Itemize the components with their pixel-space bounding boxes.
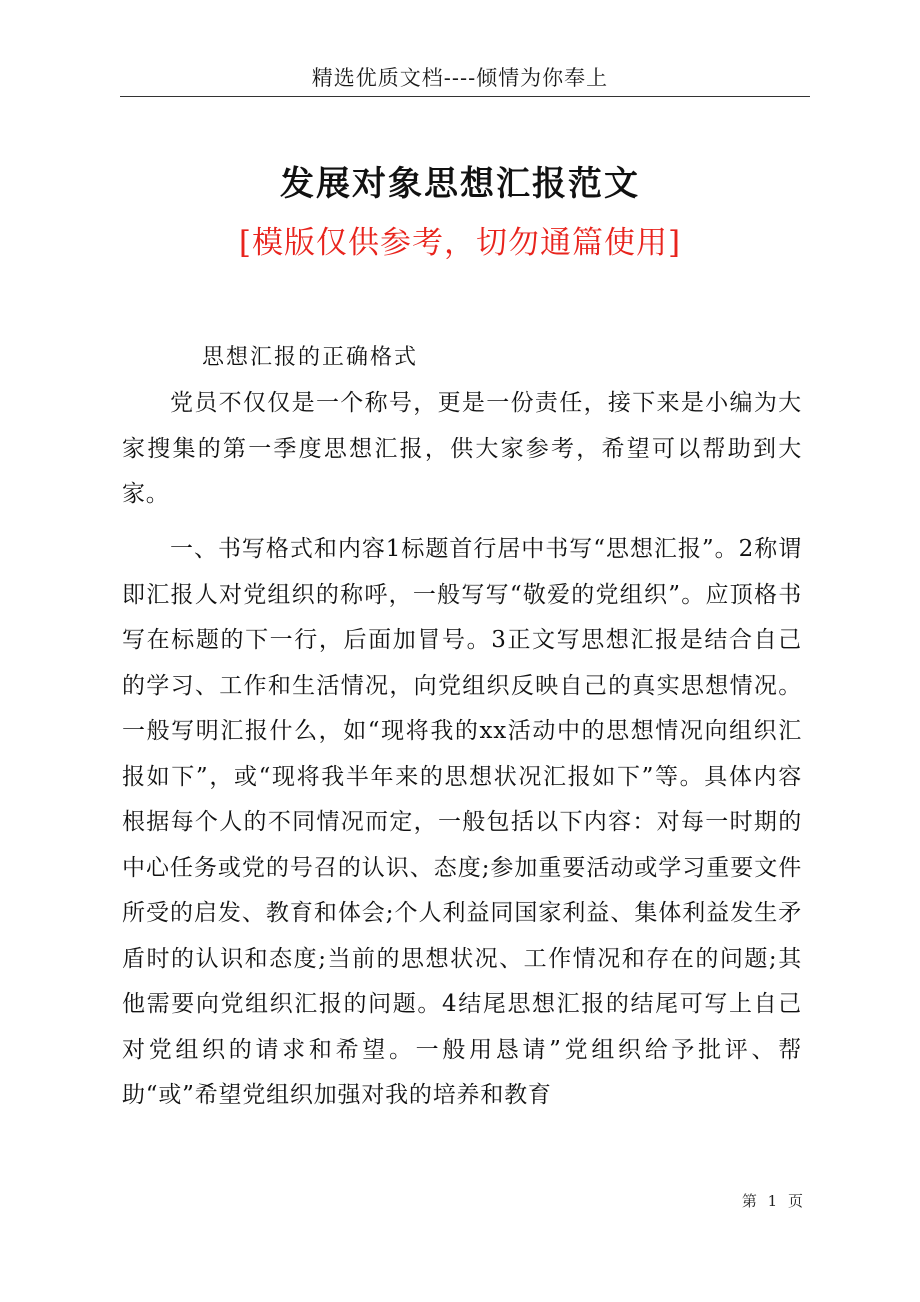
page-header: 精选优质文档----倾情为你奉上: [311, 66, 609, 90]
body-paragraph: 一、书写格式和内容1标题首行居中书写“思想汇报”。2称谓即汇报人对党组织的称呼，一般写写“敬爱的党组织”。应顶格书写在标题的下一行，后面加冒号。3正文写思想汇报是结合自己的学习、工作和生活情况，向党组织反映自己的真实思想情况。一般写明汇报什么，如“现将我的xx活动中的思想情况向组织汇报如下”，或“现将我半年来的思想状况汇报如下”等。具体内容根据每个人的不同情况而定，一般包括以下内容：对每一时期的中心任务或党的号召的认识、态度;参加重要活动或学习重要文件所受的启发、教育和体会;个人利益同国家利益、集体利益发生矛盾时的认识和态度;当前的思想状况、工作情况和存在的问题;其他需要向党组织汇报的问题。4结尾思想汇报的结尾可写上自己对党组织的请求和希望。一般用恳请”党组织给予批评、帮助“或”希望党组织加强对我的培养和教育: [122, 536, 802, 1108]
document-title: 发展对象思想汇报范文: [280, 164, 640, 204]
header-divider: [120, 96, 810, 97]
page-number: 第 1 页: [741, 1192, 806, 1210]
body-paragraph: 党员不仅仅是一个称号，更是一份责任，接下来是小编为大家搜集的第一季度思想汇报，供大家参考，希望可以帮助到大家。: [122, 390, 802, 507]
section-heading: 思想汇报的正确格式: [202, 345, 419, 370]
template-notice: [模版仅供参考，切勿通篇使用]: [238, 225, 682, 261]
